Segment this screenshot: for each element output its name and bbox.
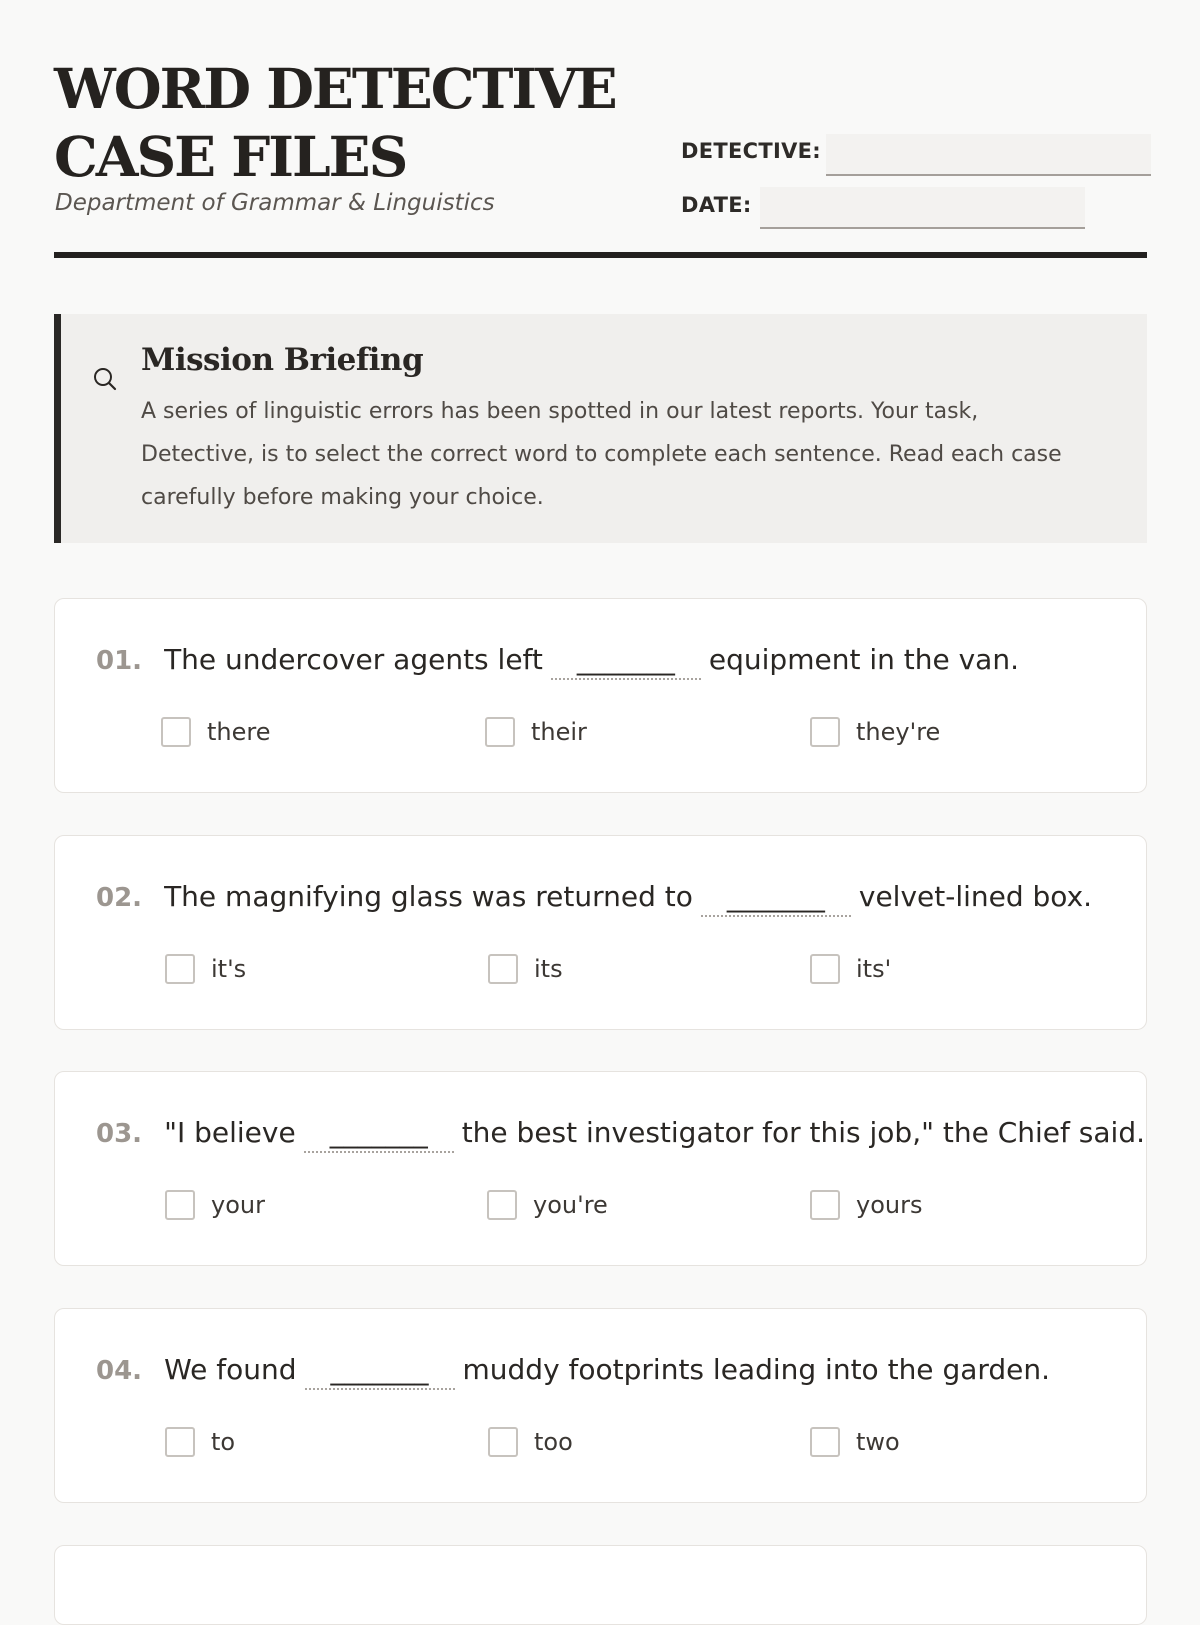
answer-option[interactable] [165,953,246,985]
answer-option[interactable] [810,1426,900,1458]
question-text-after: equipment in the van. [708,643,1019,676]
answer-blank: _______ [304,1116,454,1153]
answer-blank: _______ [551,643,701,680]
option-label: your [211,1191,265,1219]
worksheet-header [54,0,1147,262]
question-text-after: the best investigator for this job," the Chief said. [461,1116,1145,1149]
answer-option[interactable] [165,1426,235,1458]
page-subtitle: Department of Grammar & Linguistics [55,190,495,216]
option-label: there [207,718,271,746]
question-text-after: muddy footprints leading into the garden. [462,1353,1051,1386]
question-card [54,598,1147,793]
question-sentence [96,1116,1145,1153]
mission-briefing [54,314,1147,543]
checkbox[interactable] [810,717,840,747]
detective-name-field[interactable] [826,134,1151,176]
question-text-before: The magnifying glass was returned to [164,880,693,913]
checkbox[interactable] [165,954,195,984]
option-label: too [534,1428,573,1456]
date-label: DATE: [681,193,752,217]
question-card [54,1308,1147,1503]
checkbox[interactable] [488,1427,518,1457]
question-number: 01. [96,646,143,676]
checkbox[interactable] [485,717,515,747]
option-label: its' [856,955,892,983]
answer-option[interactable] [488,953,563,985]
question-number: 04. [96,1356,143,1386]
date-field[interactable] [760,187,1085,229]
question-text-before: The undercover agents left [164,643,543,676]
option-label: to [211,1428,236,1456]
checkbox[interactable] [165,1190,195,1220]
answer-option[interactable] [810,716,940,748]
question-text-before: "I believe [164,1116,296,1149]
checkbox[interactable] [161,717,191,747]
checkbox[interactable] [810,1190,840,1220]
detective-label: DETECTIVE: [681,139,821,163]
checkbox[interactable] [487,1190,517,1220]
answer-option[interactable] [161,716,271,748]
header-divider [54,252,1147,258]
answer-option[interactable] [810,953,891,985]
checkbox[interactable] [165,1427,195,1457]
question-sentence [96,1353,1050,1390]
question-card [54,1071,1147,1266]
answer-option[interactable] [488,1426,573,1458]
answer-blank: _______ [701,880,851,917]
question-number: 03. [96,1119,143,1149]
answer-option[interactable] [485,716,587,748]
checkbox[interactable] [810,954,840,984]
option-label: two [856,1428,900,1456]
question-sentence [96,880,1092,917]
option-label: you're [533,1191,608,1219]
question-sentence [96,643,1019,680]
option-label: it's [211,955,247,983]
briefing-text: A series of linguistic errors has been spotted in our latest reports. Your task, Detective, is to select the correct word to complete each sentence. Read each case carefully before making your choice. [141,399,1062,510]
checkbox[interactable] [488,954,518,984]
answer-blank: _______ [305,1353,455,1390]
page-title: WORD DETECTIVE CASE FILES [54,56,616,189]
answer-option[interactable] [810,1189,922,1221]
option-label: their [531,718,587,746]
question-number: 02. [96,883,143,913]
option-label: its [534,955,563,983]
question-card [54,1545,1147,1625]
checkbox[interactable] [810,1427,840,1457]
option-label: they're [856,718,941,746]
option-label: yours [856,1191,923,1219]
briefing-heading: Mission Briefing [141,342,424,378]
question-card [54,835,1147,1030]
search-icon [92,366,118,396]
question-text-after: velvet-lined box. [858,880,1093,913]
answer-option[interactable] [165,1189,265,1221]
question-text-before: We found [164,1353,297,1386]
answer-option[interactable] [487,1189,608,1221]
